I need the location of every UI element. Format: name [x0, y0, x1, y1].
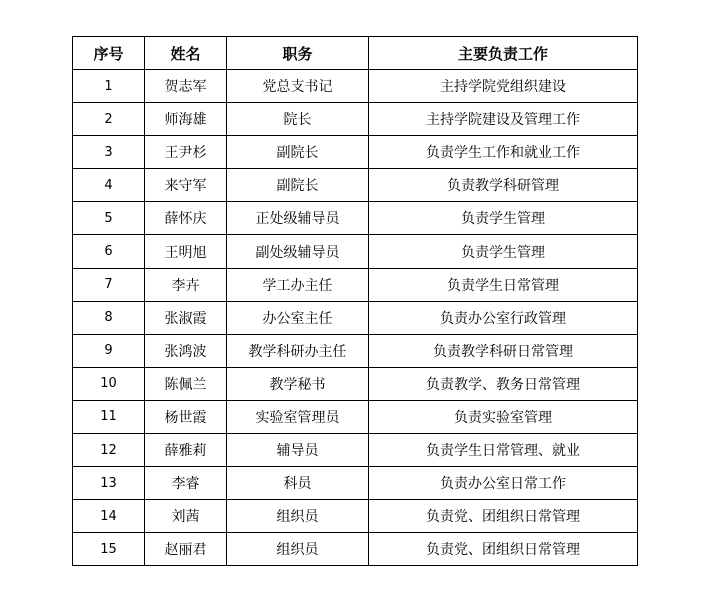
cell-index: 6: [73, 235, 145, 268]
cell-name: 张鸿波: [145, 334, 227, 367]
cell-name: 贺志军: [145, 70, 227, 103]
cell-position: 院长: [227, 103, 369, 136]
cell-name: 王尹杉: [145, 136, 227, 169]
header-name: 姓名: [145, 37, 227, 70]
cell-index: 3: [73, 136, 145, 169]
header-row: [73, 37, 638, 70]
cell-duties: 负责教学、教务日常管理: [369, 367, 638, 400]
cell-position: 教学秘书: [227, 367, 369, 400]
table-row: [73, 467, 638, 500]
header-index: 序号: [73, 37, 145, 70]
table-header: [73, 37, 638, 70]
cell-duties: 负责教学科研日常管理: [369, 334, 638, 367]
staff-table: [72, 36, 638, 566]
cell-duties: 主持学院党组织建设: [369, 70, 638, 103]
header-duties: 主要负责工作: [369, 37, 638, 70]
cell-index: 4: [73, 169, 145, 202]
table-row: [73, 103, 638, 136]
table-row: [73, 500, 638, 533]
cell-index: 2: [73, 103, 145, 136]
table-row: [73, 334, 638, 367]
cell-position: 办公室主任: [227, 301, 369, 334]
table-row: [73, 235, 638, 268]
cell-duties: 负责学生工作和就业工作: [369, 136, 638, 169]
cell-duties: 负责学生日常管理: [369, 268, 638, 301]
table-row: [73, 136, 638, 169]
cell-index: 9: [73, 334, 145, 367]
cell-duties: 主持学院建设及管理工作: [369, 103, 638, 136]
cell-index: 5: [73, 202, 145, 235]
cell-index: 7: [73, 268, 145, 301]
cell-index: 14: [73, 500, 145, 533]
cell-name: 杨世霞: [145, 400, 227, 433]
cell-name: 王明旭: [145, 235, 227, 268]
cell-position: 实验室管理员: [227, 400, 369, 433]
table-row: [73, 434, 638, 467]
cell-position: 正处级辅导员: [227, 202, 369, 235]
cell-name: 薛雅莉: [145, 434, 227, 467]
cell-position: 组织员: [227, 500, 369, 533]
cell-position: 组织员: [227, 533, 369, 566]
cell-index: 12: [73, 434, 145, 467]
cell-position: 党总支书记: [227, 70, 369, 103]
cell-position: 辅导员: [227, 434, 369, 467]
cell-duties: 负责党、团组织日常管理: [369, 500, 638, 533]
table-row: [73, 533, 638, 566]
cell-duties: 负责学生日常管理、就业: [369, 434, 638, 467]
cell-position: 科员: [227, 467, 369, 500]
cell-name: 赵丽君: [145, 533, 227, 566]
cell-position: 副院长: [227, 136, 369, 169]
cell-name: 师海雄: [145, 103, 227, 136]
table-row: [73, 202, 638, 235]
table-row: [73, 169, 638, 202]
cell-index: 10: [73, 367, 145, 400]
table-row: [73, 268, 638, 301]
cell-duties: 负责办公室日常工作: [369, 467, 638, 500]
cell-name: 李卉: [145, 268, 227, 301]
cell-name: 薛怀庆: [145, 202, 227, 235]
cell-position: 学工办主任: [227, 268, 369, 301]
cell-duties: 负责学生管理: [369, 235, 638, 268]
cell-name: 张淑霞: [145, 301, 227, 334]
cell-duties: 负责办公室行政管理: [369, 301, 638, 334]
cell-duties: 负责实验室管理: [369, 400, 638, 433]
table-row: [73, 301, 638, 334]
table-row: [73, 367, 638, 400]
cell-index: 8: [73, 301, 145, 334]
cell-position: 教学科研办主任: [227, 334, 369, 367]
cell-duties: 负责党、团组织日常管理: [369, 533, 638, 566]
cell-name: 李睿: [145, 467, 227, 500]
cell-index: 11: [73, 400, 145, 433]
cell-index: 1: [73, 70, 145, 103]
cell-index: 15: [73, 533, 145, 566]
cell-position: 副处级辅导员: [227, 235, 369, 268]
cell-name: 来守军: [145, 169, 227, 202]
cell-name: 刘茜: [145, 500, 227, 533]
table-row: [73, 70, 638, 103]
table-body: [73, 70, 638, 566]
cell-duties: 负责学生管理: [369, 202, 638, 235]
table-row: [73, 400, 638, 433]
cell-name: 陈佩兰: [145, 367, 227, 400]
cell-position: 副院长: [227, 169, 369, 202]
cell-index: 13: [73, 467, 145, 500]
cell-duties: 负责教学科研管理: [369, 169, 638, 202]
header-position: 职务: [227, 37, 369, 70]
